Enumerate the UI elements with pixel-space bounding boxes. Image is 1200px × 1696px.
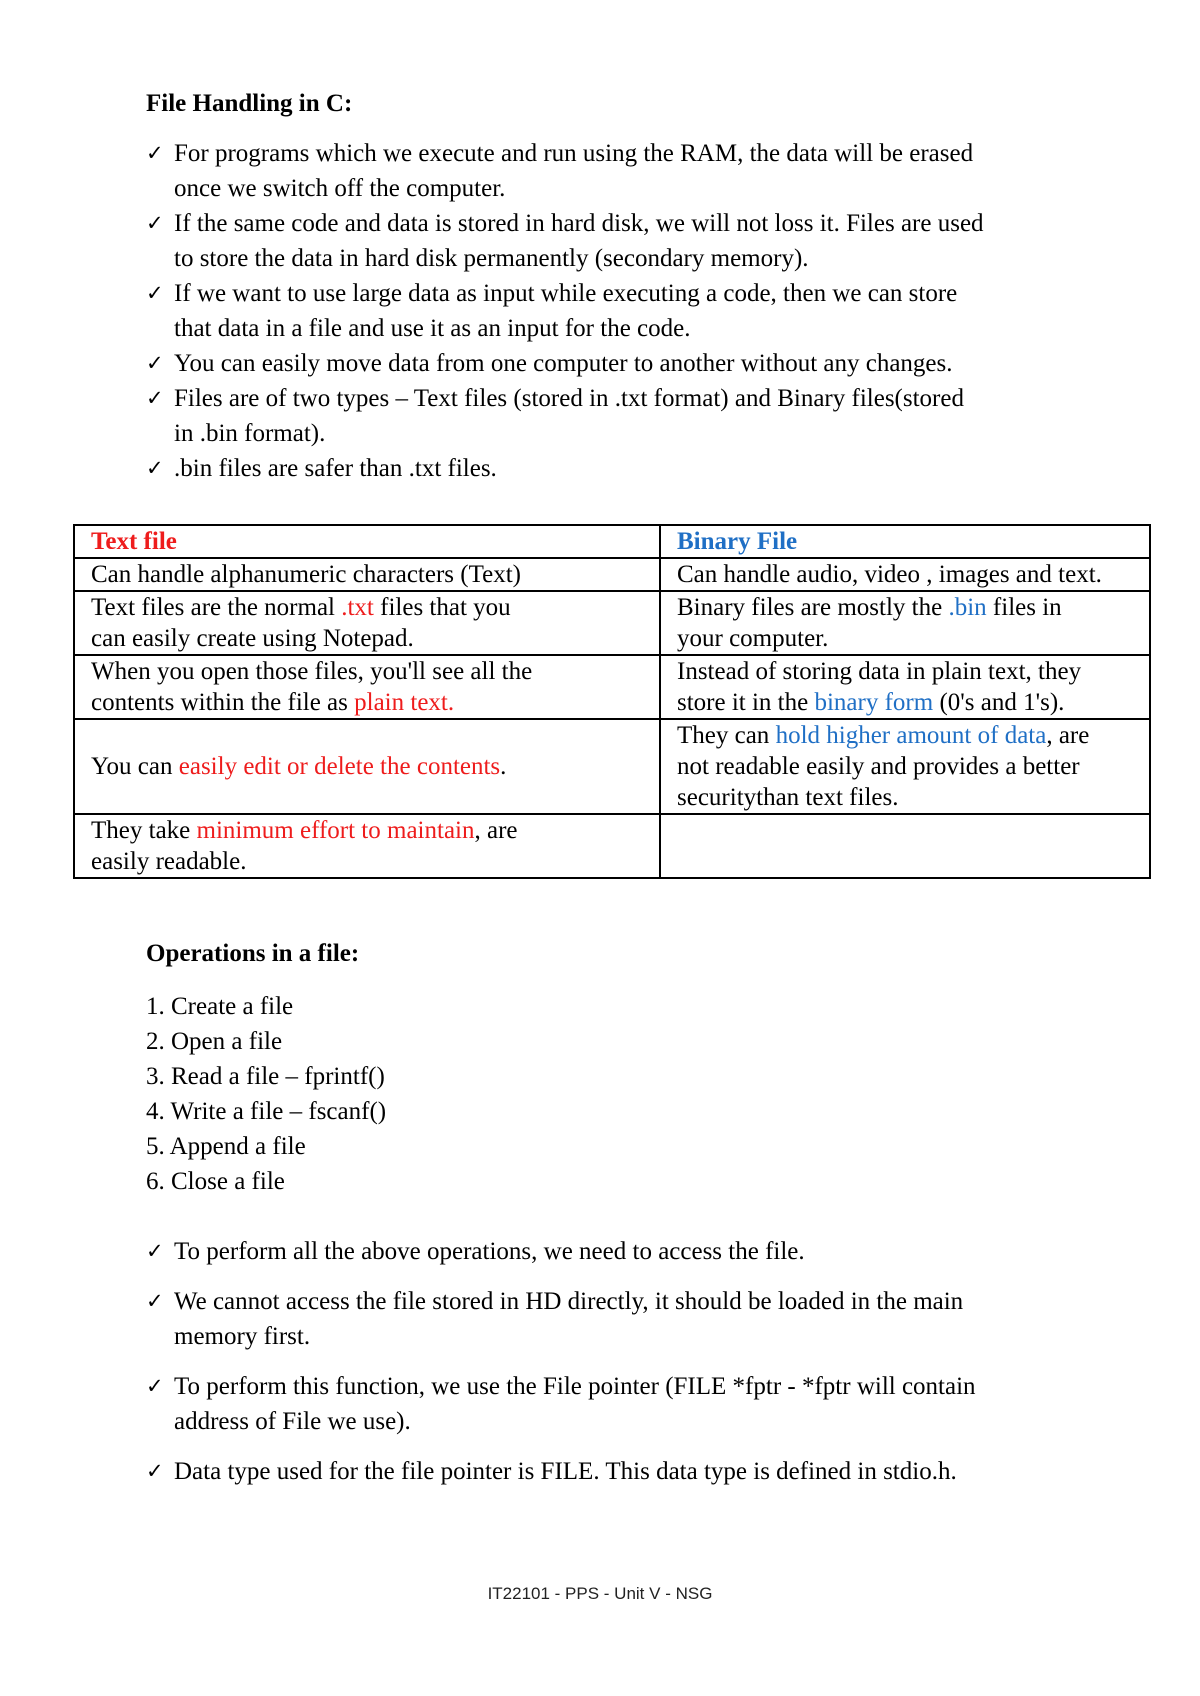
operations-list xyxy=(146,989,386,1199)
heading-operations: Operations in a file: xyxy=(146,940,360,967)
checkmark-icon: ✓ xyxy=(146,281,164,305)
page-footer: IT22101 - PPS - Unit V - NSG xyxy=(487,1584,713,1603)
highlight-text: minimum effort to maintain xyxy=(196,817,475,844)
table-cell: They take minimum effort to maintain, are easily readable. xyxy=(74,814,660,878)
header-text-file: Text file xyxy=(74,525,660,558)
table-row xyxy=(74,814,1150,878)
highlight-text: .bin xyxy=(948,594,987,621)
table-cell: Can handle audio, video , images and text. xyxy=(660,558,1150,591)
checkmark-icon: ✓ xyxy=(146,456,164,480)
table-cell: When you open those files, you'll see all the contents within the file as plain text. xyxy=(74,655,660,719)
header-binary-file: Binary File xyxy=(660,525,1150,558)
table-row xyxy=(74,655,1150,719)
checkmark-icon: ✓ xyxy=(146,1239,164,1263)
checkmark-icon: ✓ xyxy=(146,211,164,235)
table-cell: You can easily edit or delete the contents. xyxy=(74,719,660,814)
table-row xyxy=(74,719,1150,814)
checkmark-icon: ✓ xyxy=(146,386,164,410)
table-cell: Can handle alphanumeric characters (Text) xyxy=(74,558,660,591)
list-item: 6. Close a file xyxy=(146,1168,285,1195)
checkmark-icon: ✓ xyxy=(146,141,164,165)
list-item: ✓ We cannot access the file stored in HD directly, it should be loaded in the main memory first. xyxy=(146,1284,1086,1354)
highlight-text: .txt xyxy=(341,594,374,621)
table-row xyxy=(74,591,1150,655)
table-row xyxy=(74,558,1150,591)
list-item: ✓ To perform this function, we use the File pointer (FILE *fptr - *fptr will contain address of File we use). xyxy=(146,1369,1086,1439)
list-item: ✓ You can easily move data from one computer to another without any changes. xyxy=(146,346,1086,381)
list-item: ✓ Data type used for the file pointer is FILE. This data type is defined in stdio.h. xyxy=(146,1454,1086,1489)
checkmark-icon: ✓ xyxy=(146,1374,164,1398)
checkmark-icon: ✓ xyxy=(146,351,164,375)
comparison-table xyxy=(73,524,1151,879)
table-header-row xyxy=(74,525,1150,558)
list-item: 2. Open a file xyxy=(146,1028,283,1055)
intro-checklist xyxy=(146,136,1086,486)
table-cell-empty xyxy=(660,814,1150,878)
list-item: ✓ For programs which we execute and run using the RAM, the data will be erased once we switch off the computer. xyxy=(146,136,1086,206)
heading-file-handling: File Handling in C: xyxy=(146,90,353,117)
checkmark-icon: ✓ xyxy=(146,1289,164,1313)
list-item: 3. Read a file – fprintf() xyxy=(146,1063,385,1090)
highlight-text: plain text. xyxy=(354,689,455,716)
table-cell: Instead of storing data in plain text, they store it in the binary form (0's and 1's). xyxy=(660,655,1150,719)
table-cell: They can hold higher amount of data, are not readable easily and provides a better securitythan text files. xyxy=(660,719,1150,814)
file-access-checklist xyxy=(146,1234,1086,1504)
list-item: 1. Create a file xyxy=(146,993,294,1020)
list-item: ✓ If the same code and data is stored in hard disk, we will not loss it. Files are used to store the data in hard disk permanently (secondary memory). xyxy=(146,206,1086,276)
checkmark-icon: ✓ xyxy=(146,1459,164,1483)
highlight-text: easily edit or delete the contents xyxy=(178,753,501,780)
list-item: 4. Write a file – fscanf() xyxy=(146,1098,387,1125)
list-item: 5. Append a file xyxy=(146,1133,306,1160)
list-item: ✓ To perform all the above operations, we need to access the file. xyxy=(146,1234,1086,1269)
list-item: ✓ .bin files are safer than .txt files. xyxy=(146,451,1086,486)
list-item: ✓ If we want to use large data as input while executing a code, then we can store that data in a file and use it as an input for the code. xyxy=(146,276,1086,346)
highlight-text: binary form xyxy=(814,689,934,716)
table-cell: Text files are the normal .txt files that you can easily create using Notepad. xyxy=(74,591,660,655)
highlight-text: hold higher amount of data xyxy=(775,722,1047,749)
list-item: ✓ Files are of two types – Text files (stored in .txt format) and Binary files(stored in .bin format). xyxy=(146,381,1086,451)
table-cell: Binary files are mostly the .bin files in your computer. xyxy=(660,591,1150,655)
